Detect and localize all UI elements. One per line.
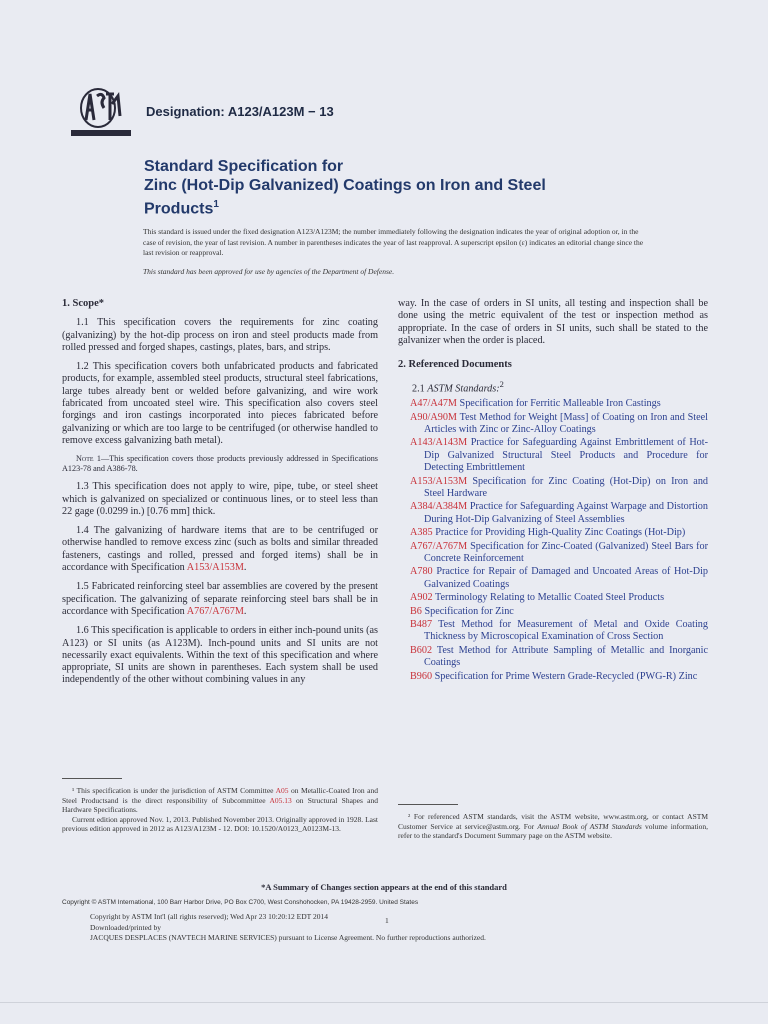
- scope-1-4: [62, 525, 378, 574]
- reference-item: [398, 541, 708, 566]
- link-a767[interactable]: A767/A767M: [186, 605, 244, 617]
- page-bottom-rule: [0, 1002, 768, 1003]
- issue-note: This standard is issued under the fixed designation A123/A123M; the number immediately following the designation indicates the year of original adoption or, in the case of revision, the year of last revision. A number in parentheses indicates the year of last reapproval. A superscript epsilon (ε) indicates an editorial change since the last revision or reapproval.: [143, 227, 644, 257]
- reference-code-link[interactable]: A902: [410, 592, 433, 604]
- scope-1-6-continued: way. In the case of orders in SI units, all testing and inspection shall be done using the metric equivalent of the test or inspection method as appropriate. In the case of orders in SI units, such shall be stated to the galvanizer when the order is placed.: [398, 298, 708, 346]
- scope-1-4-end: .: [243, 562, 247, 574]
- title-line-2: Zinc (Hot-Dip Galvanized) Coatings on Iron and Steel: [144, 177, 546, 194]
- scope-1-1: 1.1 This specification covers the requirements for zinc coating (galvanizing) by the hot-dip process on iron and steel products made from rolled pressed and forged shapes, castings, plates, bars, and strips.: [62, 317, 378, 353]
- footnote-1: [62, 786, 378, 834]
- fn2-end: volume information, refer to the standard's Document Summary page on the ASTM website.: [398, 821, 709, 841]
- reference-code-link[interactable]: A143/A143M: [410, 437, 468, 449]
- reference-title-link[interactable]: Specification for Prime Western Grade-Recycled (PWG-R) Zinc: [434, 670, 698, 682]
- page-number: 1: [385, 916, 389, 925]
- document-title: [144, 157, 744, 218]
- copyright-line: Copyright © ASTM International, 100 Barr Harbor Drive, PO Box C700, West Conshohocken, PA 19428-2959. United States: [62, 899, 419, 906]
- reference-code-link[interactable]: A385: [410, 527, 433, 539]
- reference-code-link[interactable]: A780: [410, 566, 433, 578]
- scope-heading: 1. Scope*: [62, 298, 104, 309]
- reference-title-link[interactable]: Specification for Ferritic Malleable Iron Castings: [459, 398, 661, 410]
- footnote-2: [398, 812, 708, 841]
- designation: Designation: A123/A123M − 13: [146, 104, 334, 119]
- scope-1-2: 1.2 This specification covers both unfabricated products and fabricated products, for example, assembled steel products, structural steel fabrications, large tubes already bent or welded before galvanizing, and wire work fabricated from uncoated steel wire. This specification also covers steel forgings and iron castings incorporated into pieces fabricated before galvanizing or which are too large to be centrifuged (or otherwise handled to remove excess galvanizing bath metal).: [62, 361, 378, 446]
- reference-code-link[interactable]: B602: [410, 644, 433, 656]
- footnote-rule-left: [62, 778, 122, 779]
- reference-list: [398, 398, 708, 683]
- reference-item: [398, 527, 708, 539]
- reference-code-link[interactable]: A767/A767M: [410, 540, 468, 552]
- reference-item: [398, 566, 708, 591]
- fn2-text: ² For referenced ASTM standards, visit the ASTM website, www.astm.org, or contact ASTM Customer Service at service@astm.org. For: [398, 812, 708, 831]
- scope-1-5: [62, 581, 378, 618]
- reference-code-link[interactable]: A384/A384M: [410, 501, 468, 513]
- download-line-3: JACQUES DESPLACES (NAVTECH MARINE SERVICES) pursuant to License Agreement. No further reproductions authorized.: [90, 933, 486, 942]
- reference-title-link[interactable]: Practice for Safeguarding Against Warpage and Distortion During Hot-Dip Galvanizing of Steel Assemblies: [424, 501, 708, 525]
- scope-1-5-end: .: [243, 605, 247, 617]
- note-1: [62, 454, 378, 474]
- reference-item: [398, 476, 708, 501]
- reference-title-link[interactable]: Practice for Safeguarding Against Embrittlement of Hot-Dip Galvanized Structural Steel Products and Procedure for Detecting Embrittlement: [424, 437, 708, 474]
- reference-code-link[interactable]: A153/A153M: [410, 475, 468, 487]
- reference-title-link[interactable]: Test Method for Measurement of Metal and Oxide Coating Thickness by Microscopical Examination of Cross Section: [424, 619, 708, 643]
- footnote-1-p1: [62, 786, 378, 815]
- reference-item: [398, 412, 708, 437]
- reference-title-link[interactable]: Practice for Providing High-Quality Zinc Coatings (Hot-Dip): [435, 527, 686, 539]
- reference-item: [398, 398, 708, 410]
- approval-note: This standard has been approved for use by agencies of the Department of Defense.: [143, 267, 395, 276]
- reference-title-link[interactable]: Specification for Zinc-Coated (Galvanized) Steel Bars for Concrete Reinforcement: [424, 540, 709, 565]
- note-1-label: Note 1: [76, 454, 101, 464]
- download-notice: [90, 912, 650, 944]
- note-1-text: —This specification covers those products previously addressed in Specifications A123-78 and A386-78.: [62, 454, 378, 474]
- left-column: [62, 298, 378, 694]
- reference-title-link[interactable]: Practice for Repair of Damaged and Uncoated Areas of Hot-Dip Galvanized Coatings: [424, 566, 708, 590]
- title-footnote-mark: 1: [213, 199, 219, 210]
- reference-item: [398, 592, 708, 604]
- fn1-end: on Structural Shapes and Hardware Specifications.: [62, 795, 378, 815]
- astm-standards-title: ASTM Standards:: [427, 383, 500, 395]
- reference-title-link[interactable]: Specification for Zinc: [424, 605, 514, 617]
- reference-code-link[interactable]: A90/A90M: [410, 411, 457, 423]
- astm-standards-footnote: 2: [499, 379, 504, 390]
- link-a05-13[interactable]: A05.13: [269, 795, 292, 805]
- reference-item: [398, 671, 708, 683]
- astm-logo: [68, 86, 134, 138]
- link-a153[interactable]: A153/A153M: [186, 562, 244, 574]
- link-a05[interactable]: A05: [275, 786, 289, 795]
- reference-title-link[interactable]: Specification for Zinc Coating (Hot-Dip) on Iron and Steel Hardware: [424, 475, 709, 500]
- astm-standards-label: [398, 378, 708, 396]
- reference-item: [398, 619, 708, 644]
- title-line-3: Products: [144, 200, 214, 218]
- fn2-italic: Annual Book of ASTM Standards: [537, 821, 642, 831]
- summary-of-changes-note: *A Summary of Changes section appears at the end of this standard: [261, 882, 507, 892]
- scope-1-6: 1.6 This specification is applicable to orders in either inch-pound units (as A123) or SI units (as A123M). Inch-pound units and SI units are not necessarily exact equivalents. Within the text of this specification and where appropriate, SI units are shown in parentheses. Each system shall be used independently of the other without combining values in any: [62, 625, 378, 686]
- scope-1-4-text: 1.4 The galvanizing of hardware items that are to be centrifuged or otherwise handled to remove excess zinc (such as bolts and similar threaded fasteners, castings and rolled, pressed and forged items) shall be in accordance with Specification: [62, 525, 378, 574]
- reference-item: [398, 501, 708, 526]
- footnote-2-text: [398, 812, 708, 841]
- reference-item: [398, 437, 708, 474]
- footnote-1-p2: Current edition approved Nov. 1, 2013. Published November 2013. Originally approved in 1928. Last previous edition approved in 2012 as A123/A123M - 12. DOI: 10.1520/A0123_A0123M-13.: [62, 814, 378, 834]
- astm-standards-number: 2.1: [412, 383, 428, 395]
- title-line-1: Standard Specification for: [144, 158, 344, 175]
- reference-title-link[interactable]: Terminology Relating to Metallic Coated Steel Products: [435, 592, 665, 604]
- reference-title-link[interactable]: Test Method for Attribute Sampling of Metallic and Inorganic Coatings: [424, 644, 708, 669]
- reference-item: [398, 645, 708, 670]
- scope-1-3: 1.3 This specification does not apply to wire, pipe, tube, or steel sheet which is galvanized on specialized or continuous lines, or to steel less than 22 gage (0.0299 in.) [0.76 mm] thick.: [62, 481, 378, 517]
- reference-item: [398, 606, 708, 618]
- download-line-1: Copyright by ASTM Int'l (all rights reserved); Wed Apr 23 10:20:12 EDT 2014: [90, 912, 328, 921]
- reference-code-link[interactable]: B6: [410, 605, 422, 617]
- reference-code-link[interactable]: A47/A47M: [410, 398, 457, 410]
- right-column: [398, 298, 708, 684]
- footnote-rule-right: [398, 804, 458, 805]
- download-line-2: Downloaded/printed by: [90, 922, 162, 932]
- reference-code-link[interactable]: B487: [410, 619, 433, 631]
- refs-heading: 2. Referenced Documents: [398, 359, 512, 371]
- reference-title-link[interactable]: Test Method for Weight [Mass] of Coating on Iron and Steel Articles with Zinc or Zinc-Alloy Coatings: [424, 411, 708, 435]
- fn1-mid: on Metallic-Coated Iron and Steel Productsand is the direct responsibility of Subcommittee: [62, 786, 378, 805]
- fn1-text: ¹ This specification is under the jurisdiction of ASTM Committee: [72, 786, 276, 795]
- scope-1-5-text: 1.5 Fabricated reinforcing steel bar assemblies are covered by the present specification. The galvanizing of separate reinforcing steel bars shall be in accordance with Specification: [62, 581, 378, 617]
- reference-code-link[interactable]: B960: [410, 670, 433, 682]
